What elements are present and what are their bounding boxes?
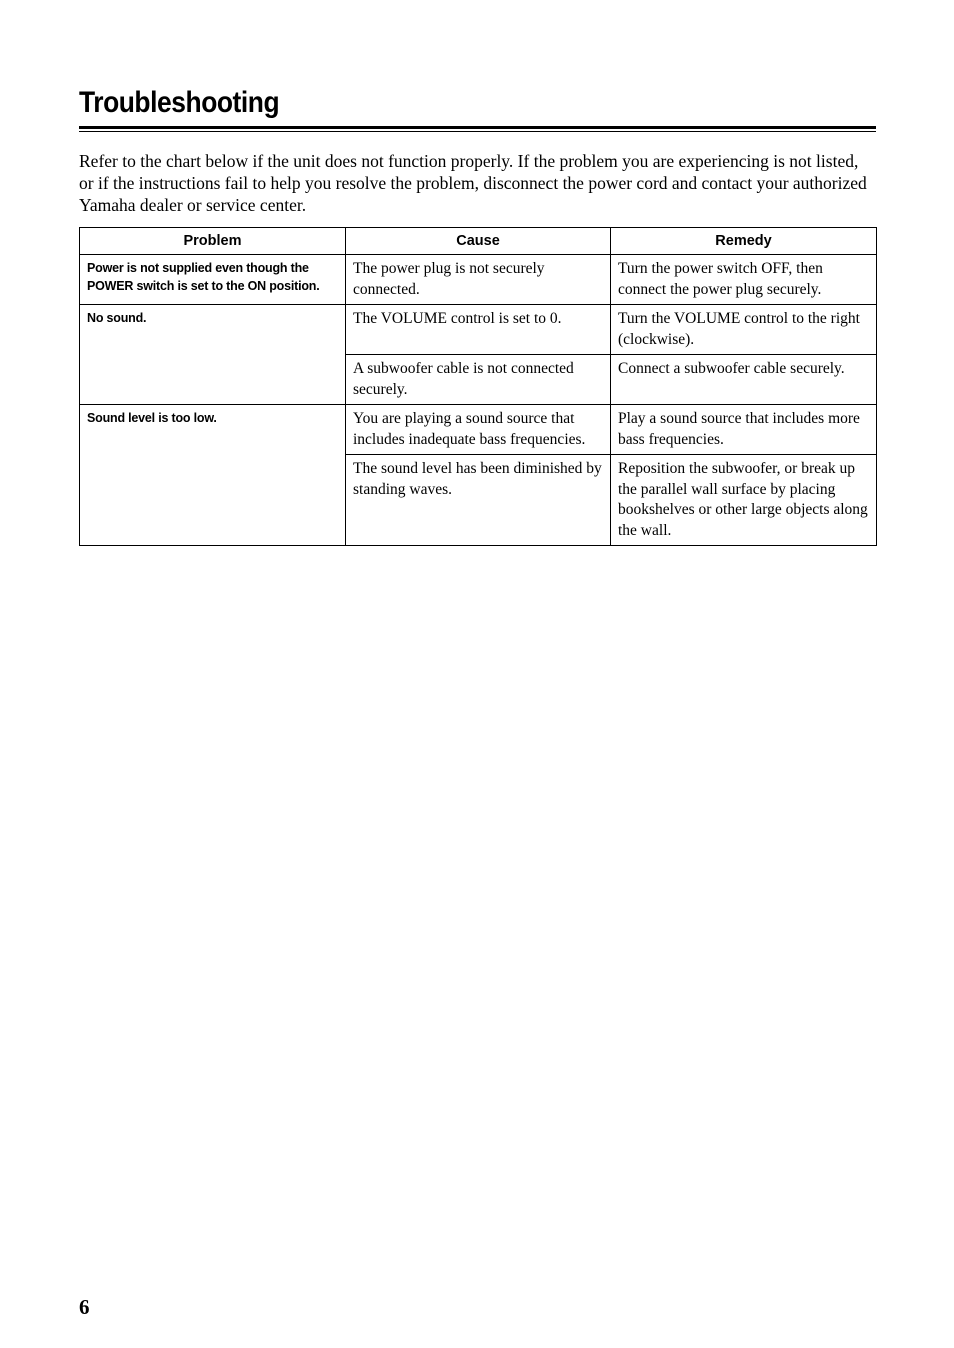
problem-cell: No sound. bbox=[80, 305, 346, 405]
title-rule-thick bbox=[79, 126, 876, 129]
problem-cell: Sound level is too low. bbox=[80, 405, 346, 546]
remedy-cell: Reposition the subwoofer, or break up the parallel wall surface by placing bookshelves or other large objects along the wall. bbox=[611, 455, 877, 546]
remedy-cell: Connect a subwoofer cable securely. bbox=[611, 355, 877, 405]
header-cause: Cause bbox=[346, 228, 611, 255]
remedy-cell: Turn the power switch OFF, then connect the power plug securely. bbox=[611, 255, 877, 305]
table-row bbox=[80, 405, 877, 455]
troubleshooting-table bbox=[79, 227, 877, 546]
intro-paragraph: Refer to the chart below if the unit does not function properly. If the problem you are experiencing is not listed, or if the instructions fail to help you resolve the problem, disconnect the power cord and contact your authorized Yamaha dealer or service center. bbox=[79, 151, 867, 215]
table-row bbox=[80, 255, 877, 305]
remedy-cell: Turn the VOLUME control to the right (clockwise). bbox=[611, 305, 877, 355]
remedy-cell: Play a sound source that includes more bass frequencies. bbox=[611, 405, 877, 455]
table-row bbox=[80, 305, 877, 355]
problem-cell: Power is not supplied even though the POWER switch is set to the ON position. bbox=[80, 255, 346, 305]
header-remedy: Remedy bbox=[611, 228, 877, 255]
title-rule-thin bbox=[79, 131, 876, 132]
cause-cell: The VOLUME control is set to 0. bbox=[346, 305, 611, 355]
cause-cell: You are playing a sound source that includes inadequate bass frequencies. bbox=[346, 405, 611, 455]
cause-cell: A subwoofer cable is not connected securely. bbox=[346, 355, 611, 405]
table-header-row bbox=[80, 228, 877, 255]
header-problem: Problem bbox=[80, 228, 346, 255]
cause-cell: The power plug is not securely connected. bbox=[346, 255, 611, 305]
page-title: Troubleshooting bbox=[79, 86, 280, 119]
cause-cell: The sound level has been diminished by standing waves. bbox=[346, 455, 611, 546]
page-number: 6 bbox=[79, 1295, 90, 1319]
